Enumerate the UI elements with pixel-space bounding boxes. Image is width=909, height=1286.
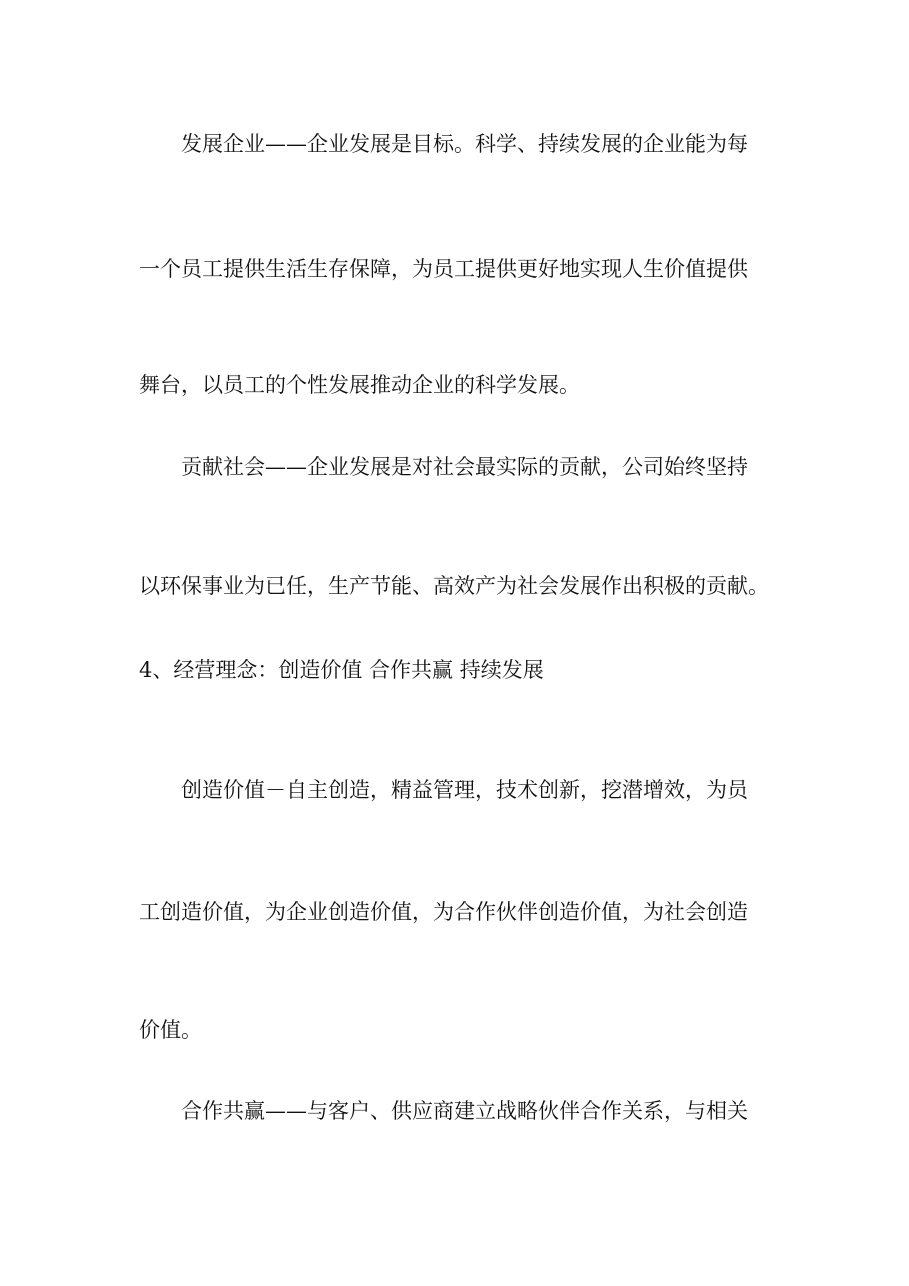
paragraph-develop-enterprise-line-3: 舞台，以员工的个性发展推动企业的科学发展。 <box>139 373 580 397</box>
paragraph-contribute-society-line-1: 贡献社会——企业发展是对社会最实际的贡献，公司始终坚持 <box>181 455 748 479</box>
paragraph-contribute-society-line-2: 以环保事业为已任，生产节能、高效产为社会发展作出积极的贡献。 <box>139 574 769 598</box>
paragraph-win-win-line-1: 合作共赢——与客户、供应商建立战略伙伴合作关系，与相关 <box>181 1099 748 1123</box>
paragraph-develop-enterprise-line-1: 发展企业——企业发展是目标。科学、持续发展的企业能为每 <box>181 132 748 156</box>
section-heading-business-philosophy: 4、经营理念：创造价值 合作共赢 持续发展 <box>139 658 544 682</box>
paragraph-develop-enterprise-line-2: 一个员工提供生活生存保障，为员工提供更好地实现人生价值提供 <box>139 257 748 281</box>
paragraph-create-value-line-1: 创造价值－自主创造，精益管理，技术创新，挖潜增效，为员 <box>181 778 748 802</box>
paragraph-create-value-line-3: 价值。 <box>139 1018 202 1042</box>
paragraph-create-value-line-2: 工创造价值，为企业创造价值，为合作伙伴创造价值，为社会创造 <box>139 900 748 924</box>
